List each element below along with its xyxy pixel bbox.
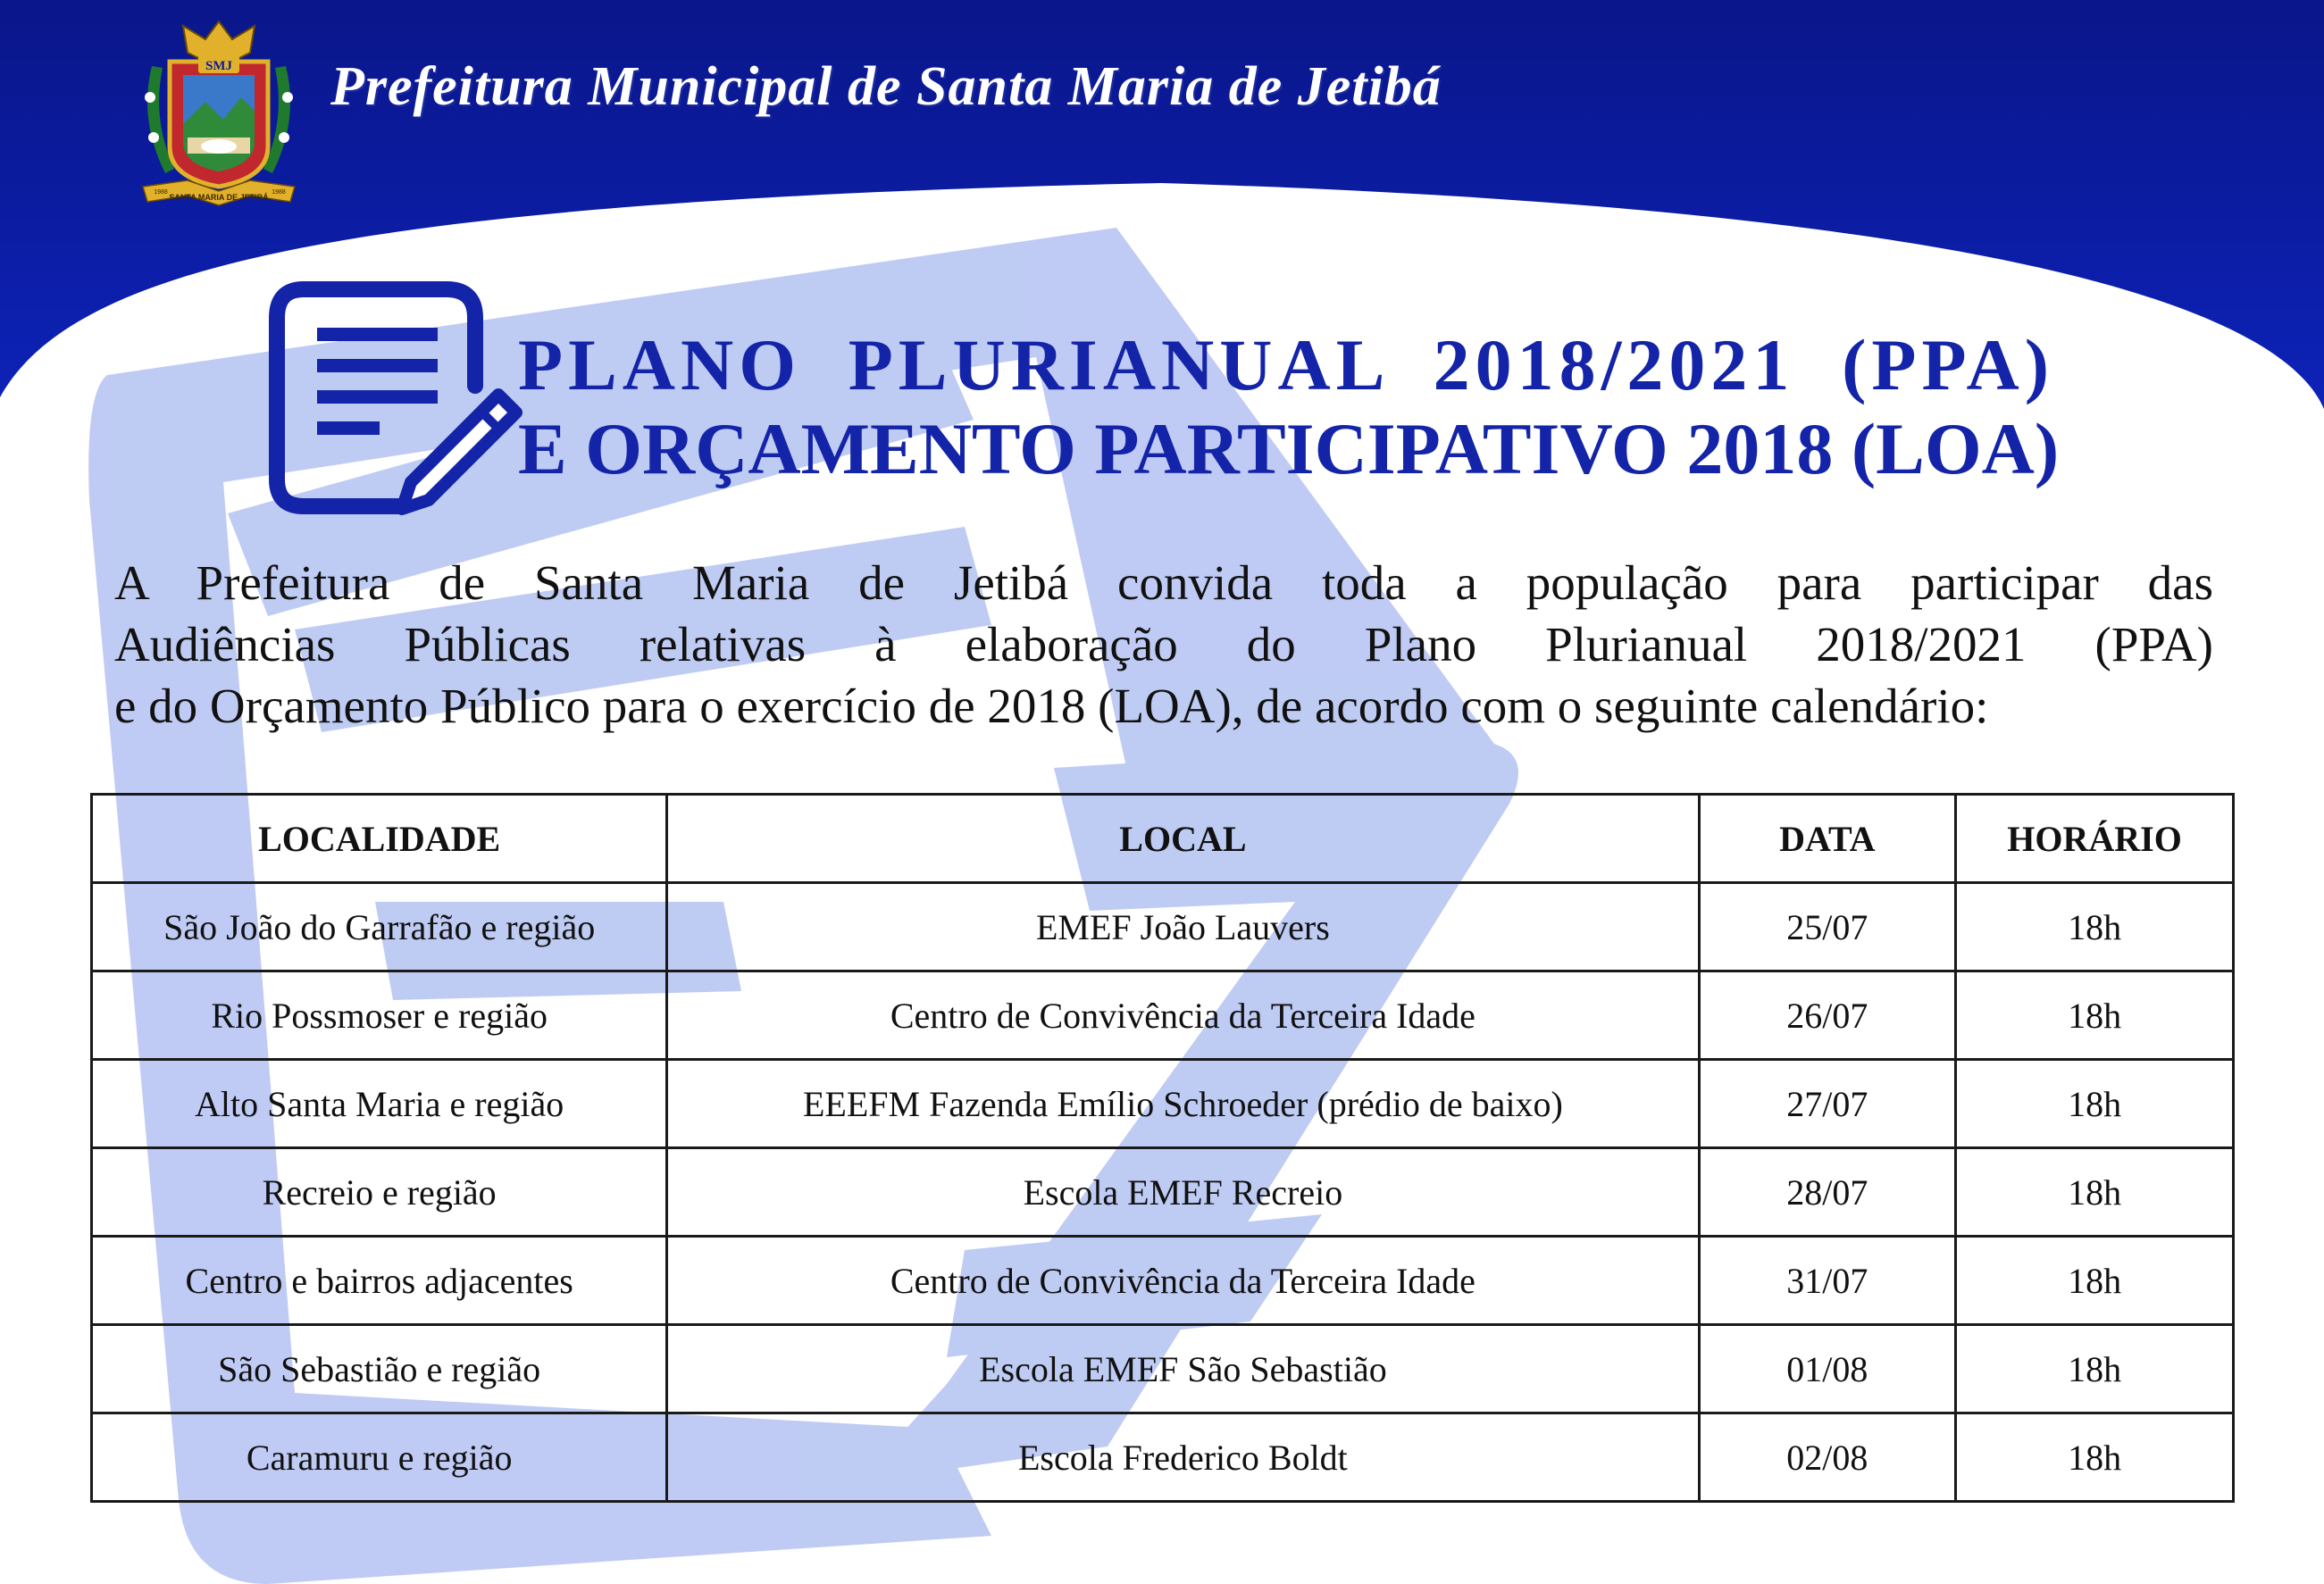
header-local: LOCAL <box>667 795 1699 883</box>
table-row <box>92 1060 2234 1148</box>
table-row <box>92 1237 2234 1325</box>
title-line-1: PLANO PLURIANUAL 2018/2021 (PPA) <box>518 324 2054 405</box>
table-row <box>92 1148 2234 1237</box>
municipal-crest <box>134 13 304 209</box>
cell-horario: 18h <box>1956 1237 2234 1325</box>
header-localidade: LOCALIDADE <box>92 795 667 883</box>
intro-line-1: A Prefeitura de Santa Maria de Jetibá convida toda a população para participar das <box>114 555 2213 610</box>
cell-data: 26/07 <box>1699 971 1956 1060</box>
crest-label: SMJ <box>205 59 232 73</box>
cell-horario: 18h <box>1956 1413 2234 1502</box>
cell-local: Escola Frederico Boldt <box>667 1413 1699 1502</box>
header-horario: HORÁRIO <box>1956 795 2234 883</box>
municipality-name: Prefeitura Municipal de Santa Maria de Jetibá <box>330 56 1442 117</box>
table-row <box>92 883 2234 971</box>
cell-local: Centro de Convivência da Terceira Idade <box>667 971 1699 1060</box>
cell-localidade: Rio Possmoser e região <box>92 971 667 1060</box>
cell-horario: 18h <box>1956 1325 2234 1413</box>
table-row <box>92 971 2234 1060</box>
cell-local: Escola EMEF Recreio <box>667 1148 1699 1237</box>
table-row <box>92 1325 2234 1413</box>
cell-localidade: Alto Santa Maria e região <box>92 1060 667 1148</box>
title-line-2: E ORÇAMENTO PARTICIPATIVO 2018 (LOA) <box>518 408 2060 489</box>
cell-horario: 18h <box>1956 883 2234 971</box>
cell-localidade: Centro e bairros adjacentes <box>92 1237 667 1325</box>
intro-paragraph <box>114 552 2213 737</box>
cell-localidade: Recreio e região <box>92 1148 667 1237</box>
cell-horario: 18h <box>1956 1148 2234 1237</box>
intro-line-3: e do Orçamento Público para o exercício de 2018 (LOA), de acordo com o seguinte calendário: <box>114 679 1989 733</box>
cell-data: 02/08 <box>1699 1413 1956 1502</box>
cell-horario: 18h <box>1956 1060 2234 1148</box>
table-header-row <box>92 795 2234 883</box>
crest-year-left: 1988 <box>154 189 168 196</box>
cell-data: 27/07 <box>1699 1060 1956 1148</box>
document-edit-icon <box>268 279 527 520</box>
cell-horario: 18h <box>1956 971 2234 1060</box>
schedule-table <box>90 793 2235 1503</box>
cell-localidade: Caramuru e região <box>92 1413 667 1502</box>
cell-local: Centro de Convivência da Terceira Idade <box>667 1237 1699 1325</box>
cell-data: 01/08 <box>1699 1325 1956 1413</box>
cell-localidade: São João do Garrafão e região <box>92 883 667 971</box>
table-row <box>92 1413 2234 1502</box>
crest-year-right: 1988 <box>272 189 286 196</box>
cell-localidade: São Sebastião e região <box>92 1325 667 1413</box>
cell-local: Escola EMEF São Sebastião <box>667 1325 1699 1413</box>
intro-line-2: Audiências Públicas relativas à elaboração do Plano Plurianual 2018/2021 (PPA) <box>114 617 2213 671</box>
cell-local: EMEF João Lauvers <box>667 883 1699 971</box>
header-data: DATA <box>1699 795 1956 883</box>
crest-ribbon-text: SANTA MARIA DE JETIBÁ <box>169 193 269 202</box>
cell-data: 25/07 <box>1699 883 1956 971</box>
cell-data: 31/07 <box>1699 1237 1956 1325</box>
cell-data: 28/07 <box>1699 1148 1956 1237</box>
cell-local: EEEFM Fazenda Emílio Schroeder (prédio de baixo) <box>667 1060 1699 1148</box>
